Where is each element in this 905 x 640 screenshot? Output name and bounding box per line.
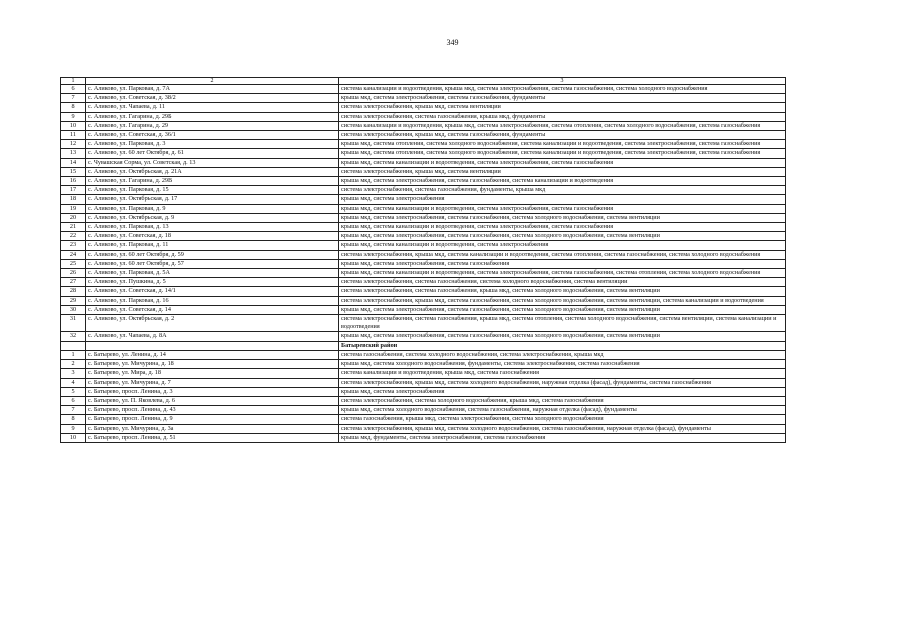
row-number: 18 [61, 195, 86, 204]
row-address: с. Батырево, ул. Мичурина, д. 3а [86, 424, 339, 433]
row-address: с. Аликово, ул. Советская, д. 18 [86, 232, 339, 241]
row-address: с. Батырево, просп. Ленина, д. 9 [86, 415, 339, 424]
row-works: система электроснабжения, система газоснабжения, крыша мкд, фундаменты [339, 112, 786, 121]
row-works: крыша мкд, система электроснабжения, система газоснабжения, система холодного водоснабжения, система вентиляции [339, 232, 786, 241]
row-number: 10 [61, 433, 86, 442]
row-address: с. Аликово, ул. Советская, д. 14/1 [86, 287, 339, 296]
district-cell-empty [61, 341, 86, 350]
table-row [61, 360, 786, 369]
row-address: с. Аликово, ул. 60 лет Октября, д. 61 [86, 149, 339, 158]
row-works: крыша мкд, система электроснабжения, система газоснабжения, система холодного водоснабжения, система вентиляции [339, 305, 786, 314]
row-address: с. Аликово, ул. Советская, д. 36/1 [86, 131, 339, 140]
table-row [61, 415, 786, 424]
table-row [61, 232, 786, 241]
row-address: с. Батырево, просп. Ленина, д. 43 [86, 406, 339, 415]
table-row [61, 149, 786, 158]
table-row [61, 315, 786, 332]
district-row [61, 341, 786, 350]
table-row [61, 140, 786, 149]
table-row [61, 195, 786, 204]
row-number: 30 [61, 305, 86, 314]
row-works: система электроснабжения, система газоснабжения, фундаменты, крыша мкд [339, 186, 786, 195]
table-row [61, 223, 786, 232]
row-works: крыша мкд, система электроснабжения, система газоснабжения, фундаменты [339, 94, 786, 103]
row-number: 9 [61, 112, 86, 121]
row-address: с. Батырево, ул. Мира, д. 18 [86, 369, 339, 378]
table-row [61, 158, 786, 167]
row-number: 16 [61, 177, 86, 186]
row-address: с. Аликово, ул. Октябрьская, д. 9 [86, 213, 339, 222]
table-row [61, 177, 786, 186]
header-col-2: 2 [86, 78, 339, 85]
row-number: 4 [61, 378, 86, 387]
row-number: 6 [61, 85, 86, 94]
header-col-1: 1 [61, 78, 86, 85]
table-row [61, 350, 786, 359]
row-works: система электроснабжения, крыша мкд, система канализации и водоотведения, система отопления, система газоснабжения, система холодного водоснабжения [339, 250, 786, 259]
row-works: крыша мкд, система отопления, система холодного водоснабжения, система канализации и водоотведения, система электроснабжения, система газоснабжения [339, 149, 786, 158]
page-number: 349 [446, 38, 459, 47]
row-address: с. Аликово, ул. Гагарина, д. 29Б [86, 112, 339, 121]
row-address: с. Батырево, ул. Ленина, д. 14 [86, 350, 339, 359]
row-address: с. Аликово, ул. 60 лет Октября, д. 57 [86, 259, 339, 268]
row-address: с. Аликово, ул. Парковая, д. 16 [86, 296, 339, 305]
row-works: крыша мкд, система канализации и водоотведения, система электроснабжения [339, 241, 786, 250]
row-address: с. Аликово, ул. Чапаева, д. 8А [86, 332, 339, 341]
row-number: 9 [61, 424, 86, 433]
row-works: крыша мкд, фундаменты, система электроснабжения, система газоснабжения [339, 433, 786, 442]
row-works: крыша мкд, система канализации и водоотведения, система электроснабжения, система газоснабжения [339, 204, 786, 213]
table-row [61, 186, 786, 195]
row-number: 23 [61, 241, 86, 250]
row-works: крыша мкд, система электроснабжения [339, 387, 786, 396]
row-works: система электроснабжения, система холодного водоснабжения, крыша мкд, система газоснабжения [339, 396, 786, 405]
row-number: 3 [61, 369, 86, 378]
row-address: с. Аликово, ул. Парковая, д. 15 [86, 186, 339, 195]
table-row [61, 85, 786, 94]
row-number: 15 [61, 167, 86, 176]
table-header-row [61, 78, 786, 85]
table-row [61, 387, 786, 396]
table-row [61, 112, 786, 121]
row-address: с. Аликово, ул. Октябрьская, д. 21А [86, 167, 339, 176]
row-number: 7 [61, 94, 86, 103]
row-address: с. Аликово, ул. Октябрьская, д. 2 [86, 315, 339, 332]
row-number: 28 [61, 287, 86, 296]
row-address: с. Батырево, ул. Мичурина, д. 7 [86, 378, 339, 387]
row-works: система электроснабжения, крыша мкд, система холодного водоснабжения, система газоснабжения, наружная отделка (фасад), фундаменты [339, 424, 786, 433]
row-works: система канализации и водоотведения, крыша мкд, система электроснабжения, система отопления, система холодного водоснабжения, система газоснабжения [339, 121, 786, 130]
table-row [61, 378, 786, 387]
table-row [61, 332, 786, 341]
table-row [61, 259, 786, 268]
row-number: 1 [61, 350, 86, 359]
row-number: 11 [61, 131, 86, 140]
table-row [61, 424, 786, 433]
row-works: крыша мкд, система холодного водоснабжения, система газоснабжения, наружная отделка (фасад), фундаменты [339, 406, 786, 415]
table-row [61, 287, 786, 296]
row-address: с. Аликово, ул. Советская, д. 38/2 [86, 94, 339, 103]
table-row [61, 250, 786, 259]
row-number: 24 [61, 250, 86, 259]
row-works: система газоснабжения, крыша мкд, система электроснабжения, система холодного водоснабжения [339, 415, 786, 424]
row-works: крыша мкд, система электроснабжения, система газоснабжения [339, 259, 786, 268]
table-row [61, 396, 786, 405]
row-number: 26 [61, 269, 86, 278]
row-number: 31 [61, 315, 86, 332]
table-body [61, 78, 786, 443]
table-row [61, 204, 786, 213]
row-address: с. Батырево, просп. Ленина, д. 3 [86, 387, 339, 396]
row-address: с. Аликово, ул. 60 лет Октября, д. 59 [86, 250, 339, 259]
row-works: система электроснабжения, система газоснабжения, система холодного водоснабжения, система вентиляции [339, 278, 786, 287]
table-row [61, 241, 786, 250]
row-address: с. Батырево, ул. Мичурина, д. 18 [86, 360, 339, 369]
table-row [61, 121, 786, 130]
row-address: с. Аликово, ул. Парковая, д. 9 [86, 204, 339, 213]
row-number: 17 [61, 186, 86, 195]
row-number: 7 [61, 406, 86, 415]
row-address: с. Аликово, ул. Чапаева, д. 11 [86, 103, 339, 112]
row-works: система газоснабжения, система холодного водоснабжения, система электроснабжения, крыша мкд [339, 350, 786, 359]
row-number: 29 [61, 296, 86, 305]
row-works: крыша мкд, система канализации и водоотведения, система электроснабжения, система газоснабжения, система отопления, система холодного водоснабжения [339, 269, 786, 278]
row-works: система канализации и водоотведения, крыша мкд, система электроснабжения, система газоснабжения, система холодного водоснабжения [339, 85, 786, 94]
row-works: крыша мкд, система электроснабжения [339, 195, 786, 204]
table-row [61, 369, 786, 378]
table-row [61, 296, 786, 305]
row-address: с. Аликово, ул. Парковая, д. 3 [86, 140, 339, 149]
district-name: Батыревский район [339, 341, 786, 350]
row-number: 21 [61, 223, 86, 232]
row-number: 14 [61, 158, 86, 167]
table-row [61, 406, 786, 415]
table-row [61, 433, 786, 442]
row-works: система канализации и водоотведения, крыша мкд, система газоснабжения [339, 369, 786, 378]
table-row [61, 167, 786, 176]
row-address: с. Аликово, ул. Гагарина, д. 29 [86, 121, 339, 130]
row-address: с. Чувашская Сорма, ул. Советская, д. 13 [86, 158, 339, 167]
row-address: с. Аликово, ул. Парковая, д. 13 [86, 223, 339, 232]
row-number: 5 [61, 387, 86, 396]
row-works: система электроснабжения, крыша мкд, система холодного водоснабжения, наружная отделка (фасад), фундаменты, система газоснабжения [339, 378, 786, 387]
row-address: с. Аликово, ул. Парковая, д. 11 [86, 241, 339, 250]
row-number: 12 [61, 140, 86, 149]
row-works: система электроснабжения, крыша мкд, система вентиляции [339, 103, 786, 112]
row-works: система электроснабжения, система газоснабжения, крыша мкд, система отопления, система холодного водоснабжения, система вентиляции, система канализации и водоотведения [339, 315, 786, 332]
table-row [61, 103, 786, 112]
row-works: система электроснабжения, крыша мкд, система вентиляции [339, 167, 786, 176]
row-address: с. Аликово, ул. Октябрьская, д. 17 [86, 195, 339, 204]
row-works: система электроснабжения, крыша мкд, система газоснабжения, фундаменты [339, 131, 786, 140]
row-number: 32 [61, 332, 86, 341]
district-cell-empty [86, 341, 339, 350]
row-number: 22 [61, 232, 86, 241]
row-address: с. Аликово, ул. Советская, д. 14 [86, 305, 339, 314]
row-number: 2 [61, 360, 86, 369]
row-number: 8 [61, 415, 86, 424]
header-col-3: 3 [339, 78, 786, 85]
row-number: 6 [61, 396, 86, 405]
row-number: 27 [61, 278, 86, 287]
row-address: с. Батырево, просп. Ленина, д. 51 [86, 433, 339, 442]
row-number: 13 [61, 149, 86, 158]
table-row [61, 94, 786, 103]
row-number: 20 [61, 213, 86, 222]
table-row [61, 131, 786, 140]
row-works: крыша мкд, система электроснабжения, система газоснабжения, система холодного водоснабжения, система вентиляции [339, 332, 786, 341]
table-row [61, 213, 786, 222]
table-row [61, 305, 786, 314]
row-address: с. Аликово, ул. Гагарина, д. 29В [86, 177, 339, 186]
table-row [61, 278, 786, 287]
row-works: крыша мкд, система отопления, система холодного водоснабжения, система канализации и водоотведения, система электроснабжения, система газоснабжения [339, 140, 786, 149]
row-works: крыша мкд, система канализации и водоотведения, система электроснабжения, система газоснабжения [339, 158, 786, 167]
row-address: с. Батырево, ул. П. Яковлева, д. 6 [86, 396, 339, 405]
row-address: с. Аликово, ул. Парковая, д. 7А [86, 85, 339, 94]
row-works: крыша мкд, система электроснабжения, система газоснабжения, система холодного водоснабжения, система вентиляции [339, 213, 786, 222]
row-number: 19 [61, 204, 86, 213]
row-works: крыша мкд, система электроснабжения, система газоснабжения, система канализации и водоотведения [339, 177, 786, 186]
row-address: с. Аликово, ул. Парковая, д. 5А [86, 269, 339, 278]
row-number: 25 [61, 259, 86, 268]
row-number: 10 [61, 121, 86, 130]
row-number: 8 [61, 103, 86, 112]
row-works: крыша мкд, система холодного водоснабжения, фундаменты, система электроснабжения, система газоснабжения [339, 360, 786, 369]
row-works: система электроснабжения, система газоснабжения, крыша мкд, система холодного водоснабжения, система вентиляции [339, 287, 786, 296]
table-row [61, 269, 786, 278]
housing-repair-table [60, 77, 786, 443]
row-works: крыша мкд, система канализации и водоотведения, система электроснабжения, система газоснабжения [339, 223, 786, 232]
row-address: с. Аликово, ул. Пушкина, д. 5 [86, 278, 339, 287]
row-works: система электроснабжения, крыша мкд, система газоснабжения, система холодного водоснабжения, система вентиляции, система канализации и водоотведения [339, 296, 786, 305]
